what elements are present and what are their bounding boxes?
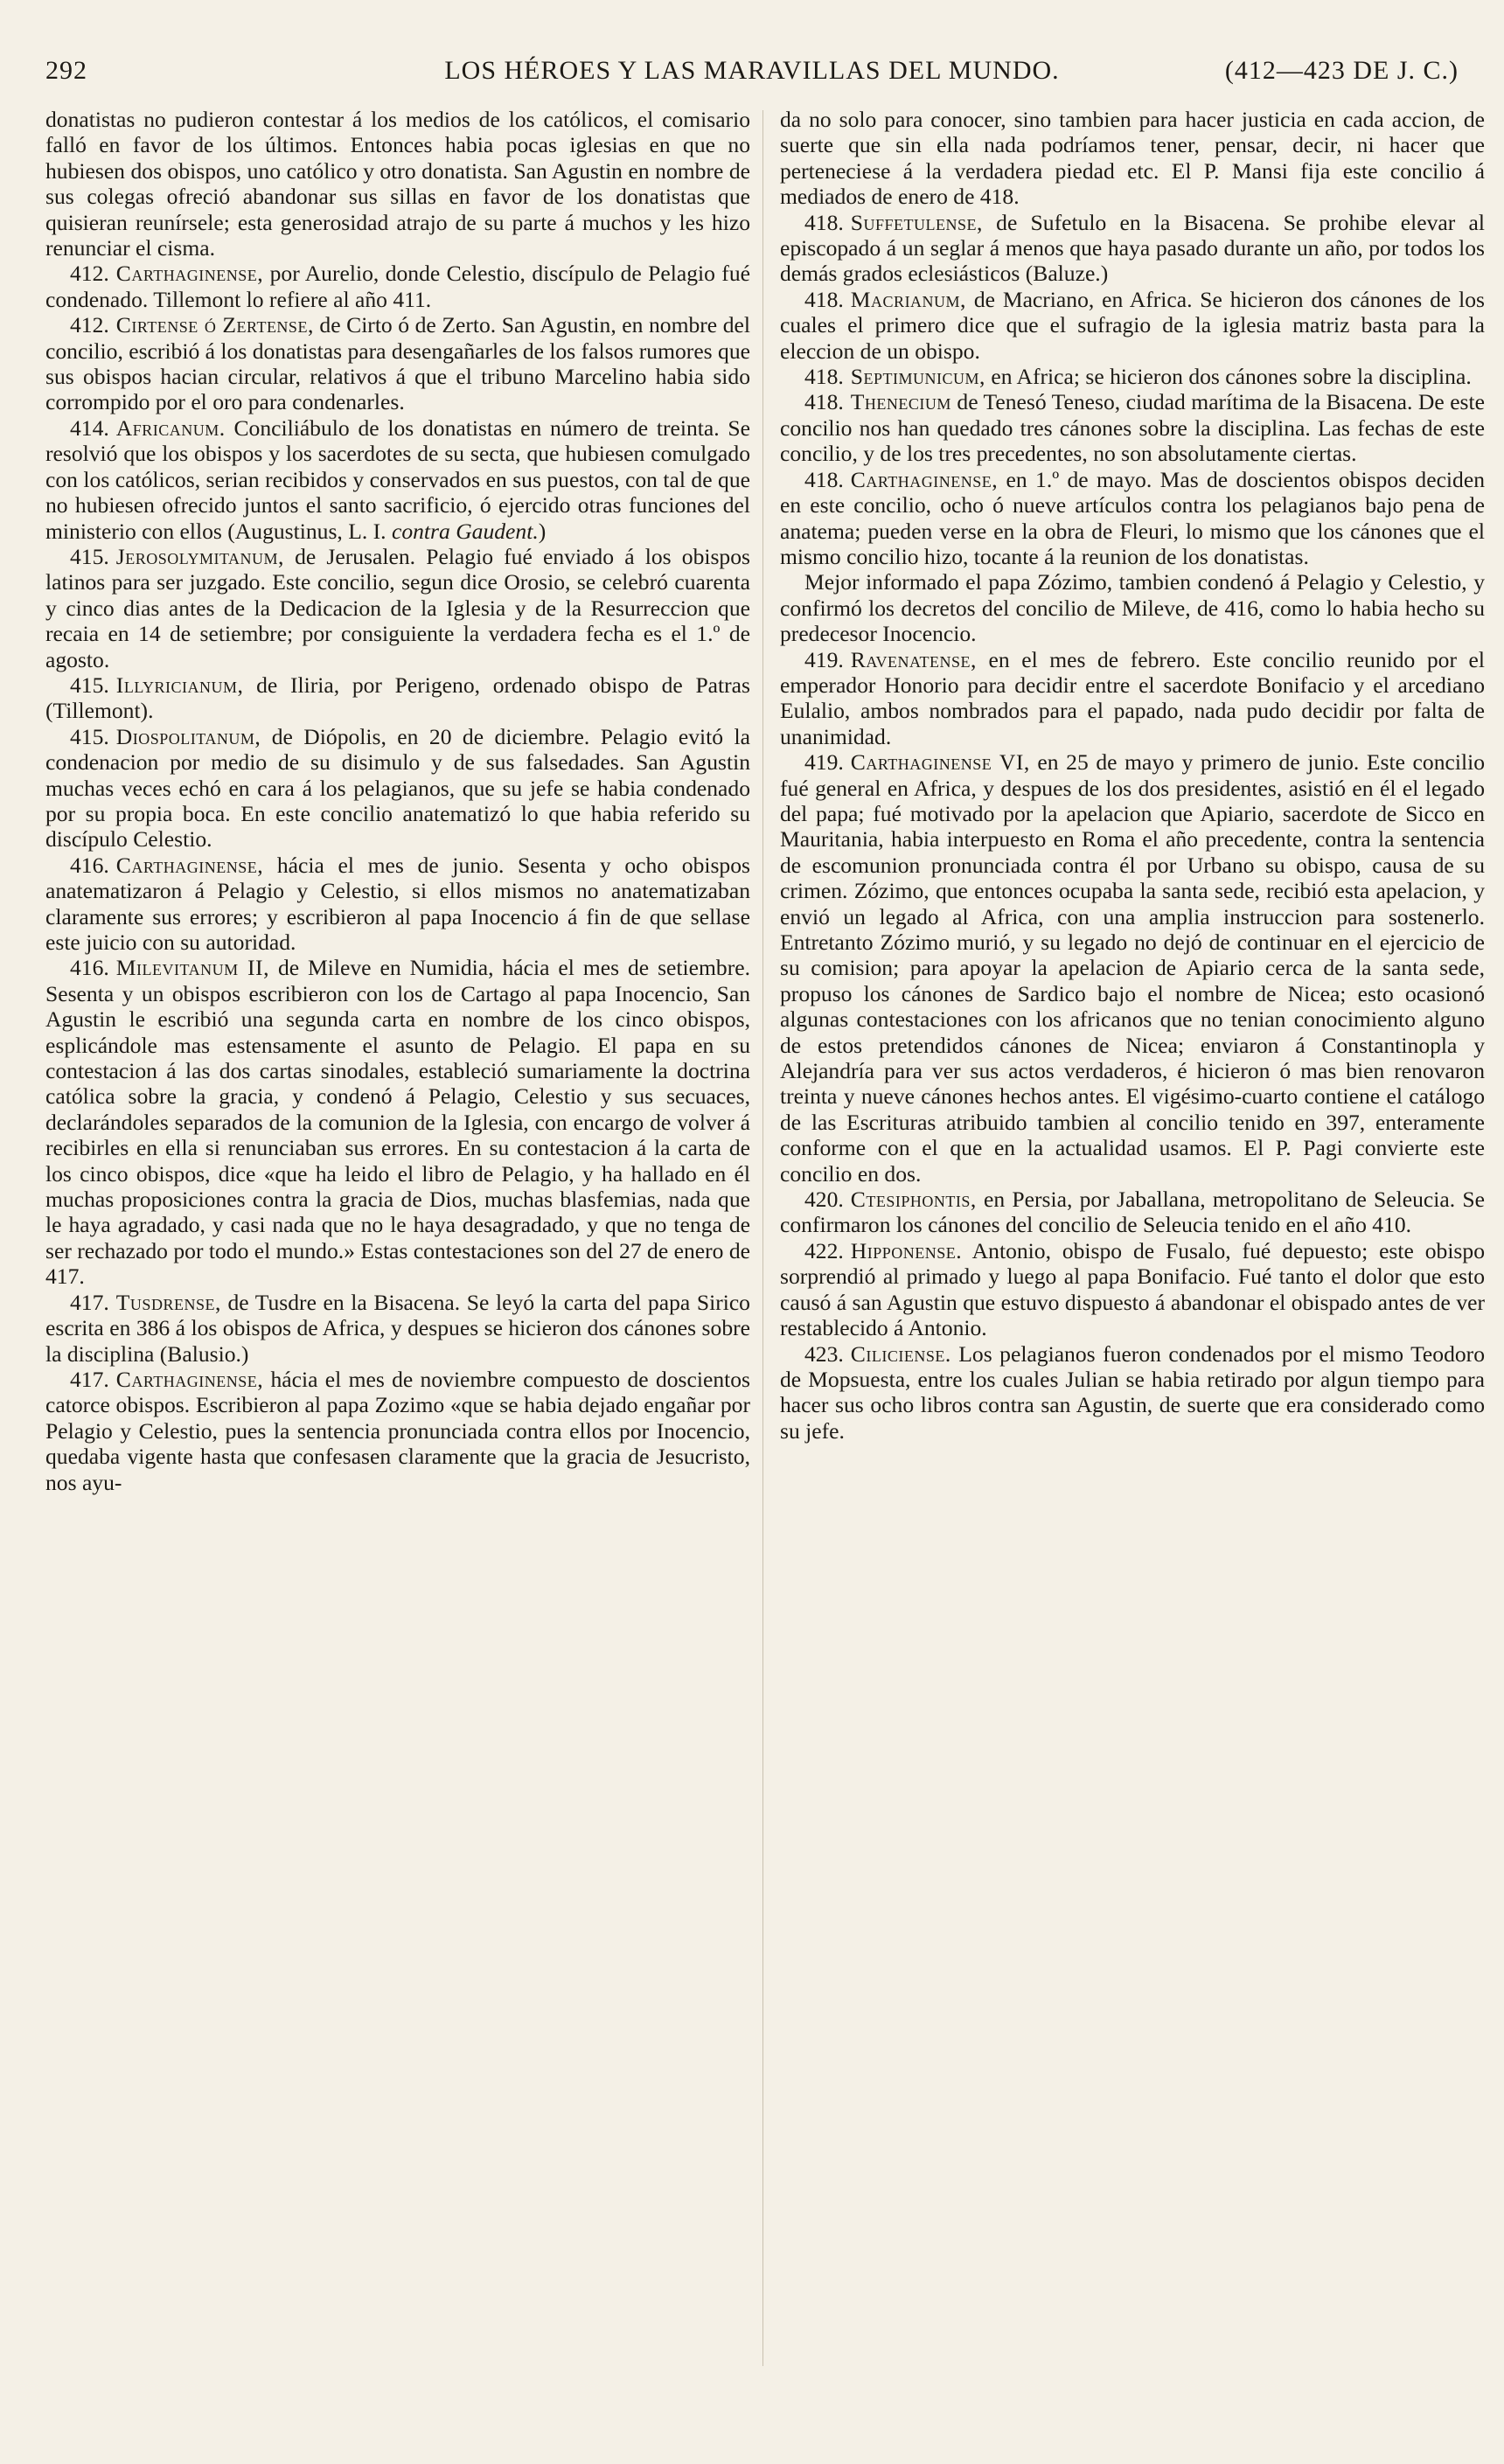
entry-text: en 1.º de mayo. Mas de doscientos obispos deciden en este concilio, ocho ó nueve artículos contra los pelagianos bajo pena de anatema; pueden verse en la obra de Fleuri, lo mismo que los cánones que el mismo concilio hizo, tocante á la reunion de los donatistas. xyxy=(780,466,1485,569)
entry-year: 416. xyxy=(70,852,109,878)
entry-year: 419. xyxy=(804,749,844,776)
council-entry xyxy=(780,1341,1485,1444)
council-entry xyxy=(780,389,1485,466)
entry-year: 420. xyxy=(804,1187,844,1213)
entry-year: 412. xyxy=(70,312,109,338)
council-name: Ciliciense. xyxy=(850,1340,951,1367)
entry-text: hácia el mes de junio. Sesenta y ocho obispos anatematizaron á Pelagio y Celestio, si ellos mismos no anatematizaban claramente sus errores; y escribieron al papa Inocencio á fin de que sellase este juicio con su autoridad. xyxy=(45,852,750,955)
entry-text: de Diópolis, en 20 de diciembre. Pelagio evitó la condenacion por medio de su disimulo y de sus falsedades. San Agustin muchas veces echó en cara á los pelagianos, que su jefe se habia condenado por su propia boca. En este concilio anatematizó lo que habia referido su discípulo Celestio. xyxy=(45,723,750,853)
council-name: Cirtense ó Zertense, xyxy=(115,312,314,338)
page-number: 292 xyxy=(45,56,87,85)
right-column xyxy=(780,107,1485,1444)
entry-text: Antonio, obispo de Fusalo, fué depuesto; este obispo sorprendió al primado y luego al papa Bonifacio. Fué tanto el dolor que esto causó á san Agustin que estuvo dispuesto á abandonar el obispado antes de ver restablecido á Antonio. xyxy=(780,1237,1485,1341)
council-entry xyxy=(45,261,750,312)
citation: contra Gaudent. xyxy=(391,518,539,544)
council-entry xyxy=(45,955,750,1289)
entry-text: de Iliria, por Perigeno, ordenado obispo de Patras (Tillemont). xyxy=(45,672,750,724)
council-entry xyxy=(780,1187,1485,1238)
entry-year: 414. xyxy=(70,414,109,441)
entry-text: de Mileve en Numidia, hácia el mes de setiembre. Sesenta y un obispos escribieron con los de Cartago al papa Inocencio, San Agustin le escribió una segunda carta en nombre de los cinco obispos, esplicándole mas estensamente el asunto de Pelagio. El papa en su contestacion á las dos cartas sinodales, estableció sumariamente la doctrina católica sobre la gracia, y condenó á Pelagio, Celestio y sus secuaces, declarándoles separados de la comunion de la Iglesia, con encargo de volver á recibirles en ella si renunciaban sus errores. En su contestacion á la carta de los cinco obispos, dice «que ha leido el libro de Pelagio, y ha hallado en él muchas proposiciones contra la gracia de Dios, muchas blasfemias, nada que le haya agradado, y casi nada que no le haya desagradado, y que no tenga de ser rechazado por todo el mundo.» Estas contestaciones son del 27 de enero de 417. xyxy=(45,955,750,1290)
entry-text: de Sufetulo en la Bisacena. Se prohibe elevar al episcopado á un seglar á menos que haya pasado durante un año, por todos los demás grados eclesiásticos (Baluze.) xyxy=(780,209,1485,287)
council-name: Carthaginense, xyxy=(850,466,999,492)
entry-year: 422. xyxy=(804,1237,844,1263)
entry-year: 412. xyxy=(70,261,109,287)
council-name: Carthaginense, xyxy=(115,852,264,878)
entry-text: Los pelagianos fueron condenados por el mismo Teodoro de Mopsuesta, entre los cuales Julian se habia retirado por algun tiempo para hacer sus ocho libros contra san Agustin, de suerte que era considerado como su jefe. xyxy=(780,1340,1485,1444)
council-name: Africanum. xyxy=(115,414,226,441)
paragraph: Mejor informado el papa Zózimo, tambien condenó á Pelagio y Celestio, y confirmó los decretos del concilio de Mileve, de 416, como lo habia hecho su predecesor Inocencio. xyxy=(780,569,1485,647)
council-entry xyxy=(780,210,1485,287)
council-name: Ctesiphontis, xyxy=(850,1187,977,1213)
entry-text: en Persia, por Jaballana, metropolitano de Seleucia. Se confirmaron los cánones del concilio de Seleucia tenido en el año 410. xyxy=(780,1187,1485,1238)
council-name: Diospolitanum, xyxy=(115,723,261,749)
entry-text: de Tusdre en la Bisacena. Se leyó la carta del papa Sirico escrita en 386 á los obispos de Africa, y despues se hicieron dos cánones sobre la disciplina (Balusio.) xyxy=(45,1289,750,1367)
entry-text: por Aurelio, donde Celestio, discípulo de Pelagio fué condenado. Tillemont lo refiere al año 411. xyxy=(45,261,750,312)
entry-text: en Africa; se hicieron dos cánones sobre la disciplina. xyxy=(991,364,1472,390)
council-name: Carthaginense, xyxy=(115,261,264,287)
council-name: Septimunicum, xyxy=(850,364,985,390)
entry-year: 418. xyxy=(804,209,844,235)
council-entry xyxy=(780,647,1485,750)
council-name: Suffetulense, xyxy=(850,209,983,235)
running-title: LOS HÉROES Y LAS MARAVILLAS DEL MUNDO. xyxy=(444,56,1060,85)
entry-year: 419. xyxy=(804,646,844,672)
council-name: Ravenatense, xyxy=(850,646,977,672)
entry-text: de Jerusalen. Pelagio fué enviado á los obispos latinos para ser juzgado. Este concilio, segun dice Orosio, se celebró cuarenta y cinco dias antes de la Dedicacion de la Iglesia y de la Resurreccion que recaia en 14 de setiembre; por consiguiente la verdadera fecha es el 1.º de agosto. xyxy=(45,543,750,672)
entry-year: 418. xyxy=(804,364,844,390)
council-entry xyxy=(45,1290,750,1367)
entry-text: en 25 de mayo y primero de junio. Este concilio fué general en Africa, y despues de los dos presidentes, asistió en él el legado del papa; fué motivado por la apelacion que Apiario, sacerdote de Sicco en Mauritania, habia interpuesto en Roma el año precedente, contra la sentencia de escomunion pronunciada contra él por Urbano su obispo, causa de su crimen. Zózimo, que entonces ocupaba la santa sede, recibió esta apelacion, y envió un legado al Africa, con una amplia instruccion para sostenerlo. Entretanto Zózimo murió, y su legado no dejó de continuar en el ejercicio de su comision; para apoyar la apelacion de Apiario cerca de la santa sede, propuso los cánones de Sardico bajo el nombre de Nicea; esto ocasionó algunas contestaciones con los africanos que no tenian conocimiento alguno de estos pretendidos cánones de Nicea; enviaron á Constantinopla y Alejandría para ver sus actos verdaderos, é hicieron ó mas bien renovaron treinta y nueve cánones hechos antes. El vigésimo-cuarto contiene el catálogo de las Escrituras atribuido tambien al concilio tenido en 397, enteramente conforme con el que en la actualidad usamos. El P. Pagi convierte este concilio en dos. xyxy=(780,749,1485,1187)
entry-text: hácia el mes de noviembre compuesto de doscientos catorce obispos. Escribieron al papa Zozimo «que se habia dejado engañar por Pelagio y Celestio, pues la sentencia pronunciada contra ellos por Inocencio, quedaba vigente hasta que confesasen claramente que la gracia de Jesucristo, nos ayu- xyxy=(45,1366,750,1495)
council-name: Carthaginense, xyxy=(115,1366,264,1392)
council-name: Hipponense. xyxy=(850,1237,963,1263)
council-entry xyxy=(780,364,1485,389)
entry-year: 423. xyxy=(804,1340,844,1367)
paragraph: da no solo para conocer, sino tambien para hacer justicia en cada accion, de suerte que sin ella nada podríamos tener, pensar, decir, ni hacer que perteneciese á la verdadera piedad etc. El P. Mansi fija este concilio á mediados de enero de 418. xyxy=(780,107,1485,210)
council-name: Illyricianum, xyxy=(115,672,244,698)
council-entry xyxy=(45,672,750,724)
council-entry xyxy=(45,312,750,415)
council-name: Tusdrense, xyxy=(115,1289,221,1315)
entry-year: 418. xyxy=(804,286,844,312)
council-entry xyxy=(780,749,1485,1187)
entry-text: en el mes de febrero. Este concilio reunido por el emperador Honorio para decidir entre el sacerdote Bonifacio y el arcediano Eulalio, ambos nombrados para el papado, nada pudo decidir por falta de unanimidad. xyxy=(780,646,1486,749)
entry-year: 418. xyxy=(804,389,844,415)
entry-year: 417. xyxy=(70,1366,109,1392)
council-entry xyxy=(45,1367,750,1495)
left-column xyxy=(45,107,750,1495)
paragraph: donatistas no pudieron contestar á los medios de los católicos, el comisario falló en favor de los últimos. Entonces habia pocas iglesias en que no hubiesen dos obispos, uno católico y otro donatista. San Agustin en nombre de sus colegas ofreció abandonar sus sillas en favor de los donatistas que quisieran reunírsele; esta generosidad atrajo de su parte á muchos y les hizo renunciar el cisma. xyxy=(45,107,750,261)
council-name: Thenecium xyxy=(850,389,951,415)
entry-text: de Macriano, en Africa. Se hicieron dos cánones de los cuales el primero dice que el sufragio de la iglesia matriz basta para la eleccion de un obispo. xyxy=(780,286,1485,364)
date-range: (412—423 DE J. C.) xyxy=(1224,56,1459,85)
entry-year: 415. xyxy=(70,723,109,749)
council-entry xyxy=(45,853,750,956)
council-entry xyxy=(780,287,1485,364)
entry-year: 416. xyxy=(70,955,109,981)
entry-year: 415. xyxy=(70,672,109,698)
council-name: Carthaginense VI, xyxy=(850,749,1030,776)
council-name: Macrianum, xyxy=(850,286,966,312)
entry-text: de Tenesó Teneso, ciudad marítima de la Bisacena. De este concilio nos han quedado tres cánones sobre la disciplina. Las fechas de este concilio, y de los tres precedentes, no son absolutamente ciertas. xyxy=(780,389,1485,467)
council-entry xyxy=(780,467,1485,570)
council-name: Milevitanum II, xyxy=(115,955,269,981)
entry-year: 415. xyxy=(70,543,109,569)
entry-year: 417. xyxy=(70,1289,109,1315)
entry-text: Conciliábulo de los donatistas en número de treinta. Se resolvió que los obispos y los sacerdotes de su secta, que hubiesen comulgado con los católicos, serian recibidos y conservados en sus puestos, con tal de que no hubiesen ofrecido juntos el santo sacrificio, ó ejercido otras funciones del ministerio con ellos (Augustinus, L. I. xyxy=(45,414,750,544)
citation-close: ) xyxy=(538,518,547,544)
council-entry xyxy=(45,415,750,544)
entry-year: 418. xyxy=(804,466,844,492)
council-entry xyxy=(780,1238,1485,1341)
column-divider xyxy=(762,110,763,2366)
council-entry xyxy=(45,544,750,672)
council-name: Jerosolymitanum, xyxy=(115,543,284,569)
entry-text: de Cirto ó de Zerto. San Agustin, en nombre del concilio, escribió á los donatistas para desengañarles de los falsos rumores que sus obispos hacian circular, relativos á que el tribuno Marcelino habia sido corrompido por el oro para condenarles. xyxy=(45,312,750,415)
page-header xyxy=(45,56,1459,91)
council-entry xyxy=(45,724,750,853)
